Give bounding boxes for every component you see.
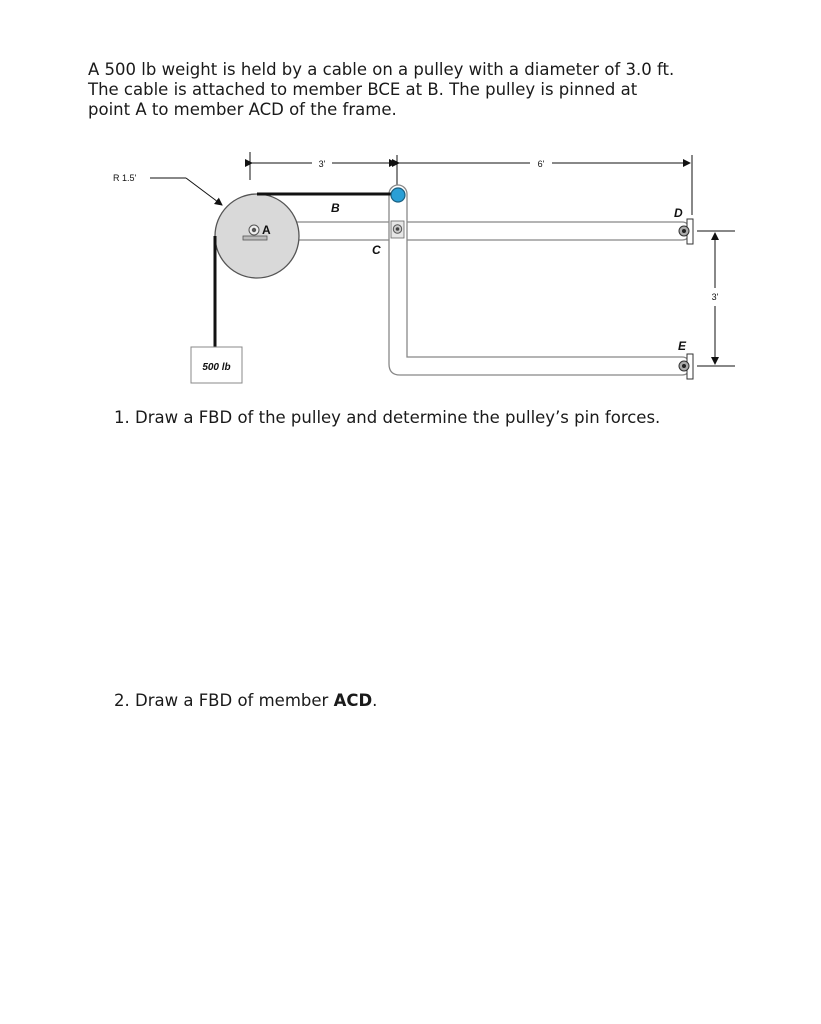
member-bce xyxy=(389,185,691,375)
dim-bd-label: 6' xyxy=(537,159,545,169)
dimension-ab xyxy=(250,152,396,180)
question-1 xyxy=(114,408,660,428)
question-2-member: ACD xyxy=(333,691,373,710)
label-d: D xyxy=(674,206,683,220)
dim-ab-label: 3' xyxy=(318,159,326,169)
label-e: E xyxy=(678,339,687,353)
weight-block xyxy=(191,347,242,383)
dimension-bd xyxy=(397,155,692,215)
problem-statement xyxy=(88,60,768,120)
weight-label: 500 lb xyxy=(202,362,231,373)
question-1-text: Draw a FBD of the pulley and determine the pulley’s pin forces. xyxy=(135,408,661,427)
label-b: B xyxy=(331,201,340,215)
member-acd xyxy=(254,222,691,240)
dim-de-label: 3' xyxy=(711,292,719,302)
pin-c xyxy=(391,221,404,238)
dimension-de xyxy=(697,231,735,366)
question-2 xyxy=(114,691,377,711)
intro-line-1: A 500 lb weight is held by a cable on a pulley with a diameter of 3.0 ft. xyxy=(88,60,675,79)
question-2-prefix: Draw a FBD of member xyxy=(135,691,334,710)
question-2-suffix: . xyxy=(372,691,378,710)
intro-line-2: The cable is attached to member BCE at B. The pulley is pinned at xyxy=(88,80,638,99)
radius-callout xyxy=(113,173,222,205)
radius-label: R 1.5' xyxy=(113,173,137,183)
question-1-number: 1. xyxy=(114,408,130,427)
label-a: A xyxy=(262,223,271,237)
question-2-number: 2. xyxy=(114,691,130,710)
label-c: C xyxy=(372,243,381,257)
pin-b xyxy=(391,188,405,202)
frame-pulley-figure xyxy=(100,150,740,395)
intro-line-3: point A to member ACD of the frame. xyxy=(88,100,397,119)
